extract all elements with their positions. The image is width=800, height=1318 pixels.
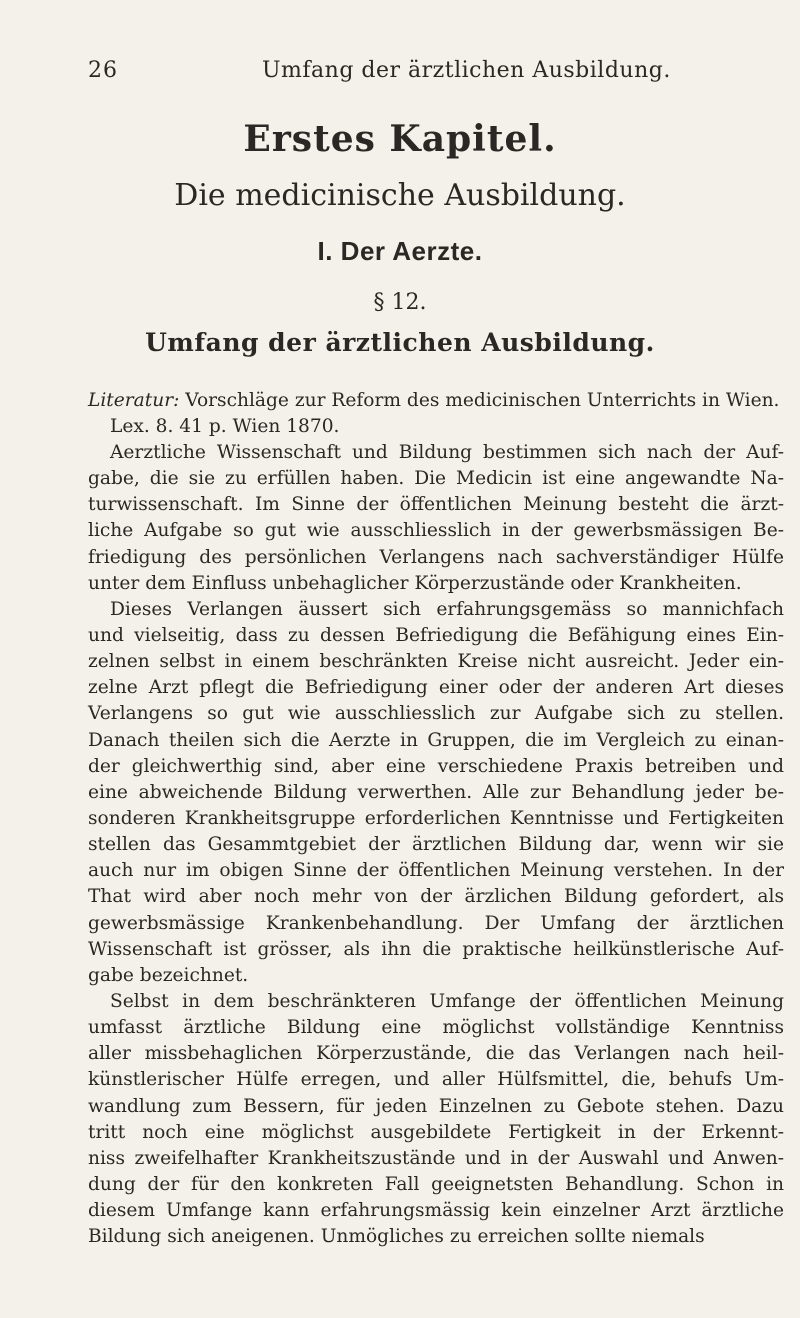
body-paragraph bbox=[88, 597, 784, 989]
section-heading: I. Der Aerzte. bbox=[317, 236, 483, 266]
text-line: Aerztliche Wissenschaft und Bildung bestimmen sich nach der Auf- bbox=[110, 442, 784, 463]
text-line: und vielseitig, dass zu dessen Befriedigung die Befähigung eines Ein- bbox=[88, 624, 784, 646]
text-line: Danach theilen sich die Aerzte in Gruppen, die im Vergleich zu einan- bbox=[88, 729, 784, 751]
text-line: Verlangens so gut wie ausschliesslich zur Aufgabe sich zu stellen. bbox=[88, 703, 784, 725]
running-title: Umfang der ärztlichen Ausbildung. bbox=[262, 58, 671, 83]
chapter-title: Erstes Kapitel. bbox=[243, 118, 557, 160]
text-line: dung der für den konkreten Fall geeignetsten Behandlung. Schon in bbox=[88, 1173, 784, 1195]
body-paragraph bbox=[88, 989, 784, 1250]
text-line: zelnen selbst in einem beschränkten Kreise nicht ausreicht. Jeder ein- bbox=[88, 651, 784, 673]
text-line: liche Aufgabe so gut wie ausschliesslich in der gewerbsmässigen Be- bbox=[88, 520, 784, 542]
literature-text: Vorschläge zur Reform des medicinischen Unterrichts in Wien. bbox=[179, 390, 780, 411]
text-line: wandlung zum Bessern, für jeden Einzelnen zu Gebote stehen. Dazu bbox=[88, 1095, 784, 1117]
text-line: gabe bezeichnet. bbox=[88, 964, 249, 986]
chapter-subtitle: Die medicinische Ausbildung. bbox=[174, 178, 626, 213]
text-line: gewerbsmässige Krankenbehandlung. Der Umfang der ärztlichen bbox=[88, 912, 784, 934]
text-line: Wissenschaft ist grösser, als ihn die praktische heilkünstlerische Auf- bbox=[88, 938, 784, 960]
page-number: 26 bbox=[88, 58, 118, 83]
text-line: künstlerischer Hülfe erregen, und aller Hülfsmittel, die, behufs Um- bbox=[88, 1069, 784, 1091]
text-line: Bildung sich aneigenen. Unmögliches zu erreichen sollte niemals bbox=[88, 1226, 705, 1248]
text-line: auch nur im obigen Sinne der öffentlichen Meinung verstehen. In der bbox=[88, 860, 784, 882]
literature-label: Literatur: bbox=[88, 390, 180, 411]
text-line: der gleichwerthig sind, aber eine verschiedene Praxis betreiben und bbox=[88, 755, 784, 777]
text-line: sonderen Krankheitsgruppe erforderlichen Kenntnisse und Fertigkeiten bbox=[88, 807, 784, 829]
literature-line: Lex. 8. 41 p. Wien 1870. bbox=[110, 416, 340, 437]
text-line: Selbst in dem beschränkteren Umfange der öffentlichen Meinung bbox=[110, 990, 784, 1012]
text-line: aller missbehaglichen Körperzustände, die das Verlangen nach heil- bbox=[88, 1043, 784, 1065]
text-line: gabe, die sie zu erfüllen haben. Die Medicin ist eine angewandte Na- bbox=[88, 468, 784, 490]
text-line: tritt noch eine möglichst ausgebildete Fertigkeit in der Erkennt- bbox=[88, 1121, 784, 1143]
text-line: stellen das Gesammtgebiet der ärztlichen Bildung dar, wenn wir sie bbox=[88, 834, 784, 856]
text-line: unter dem Einfluss unbehaglicher Körperzustände oder Krankheiten. bbox=[88, 572, 742, 594]
text-line: diesem Umfange kann erfahrungsmässig kein einzelner Arzt ärztliche bbox=[88, 1200, 784, 1222]
text-line: That wird aber noch mehr von der ärzlichen Bildung gefordert, als bbox=[88, 886, 784, 908]
text-line: turwissenschaft. Im Sinne der öffentlichen Meinung besteht die ärzt- bbox=[88, 494, 784, 516]
literature-line bbox=[88, 388, 784, 414]
running-header bbox=[0, 58, 800, 88]
text-line: eine abweichende Bildung verwerthen. Alle zur Behandlung jeder be- bbox=[88, 781, 784, 803]
paragraph-number: § 12. bbox=[373, 290, 427, 315]
text-line: zelne Arzt pflegt die Befriedigung einer oder der anderen Art dieses bbox=[88, 677, 784, 699]
text-line: Dieses Verlangen äussert sich erfahrungsgemäss so mannichfach bbox=[110, 598, 784, 620]
body-paragraph bbox=[88, 440, 784, 597]
text-line: friedigung des persönlichen Verlangens nach sachverständiger Hülfe bbox=[88, 546, 784, 568]
topic-heading: Umfang der ärztlichen Ausbildung. bbox=[145, 328, 655, 357]
text-line: umfasst ärztliche Bildung eine möglichst vollständige Kenntniss bbox=[88, 1017, 784, 1039]
text-line: niss zweifelhafter Krankheitszustände und in der Auswahl und Anwen- bbox=[88, 1147, 784, 1169]
body-text bbox=[88, 440, 784, 1250]
literature-note bbox=[88, 388, 784, 440]
